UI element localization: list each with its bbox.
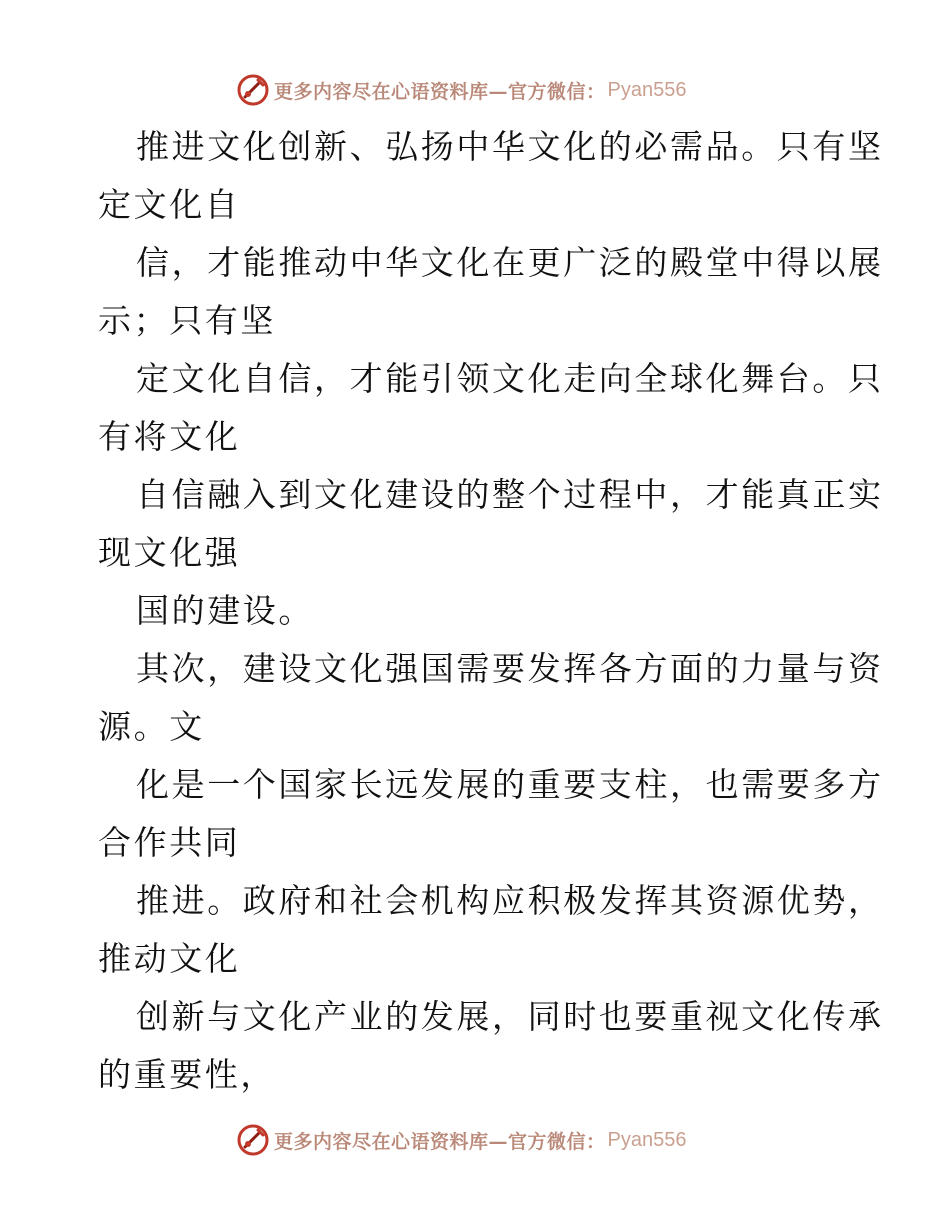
- text-line: 化是一个国家长远发展的重要支柱，也需要多方: [136, 765, 884, 804]
- text-line: 自信融入到文化建设的整个过程中，才能真正实: [136, 475, 884, 514]
- text-line: 合作共同: [98, 823, 241, 862]
- watermark-wechat-id: Pyan556: [607, 1128, 687, 1151]
- text-line: 示；只有坚: [98, 301, 276, 340]
- text-line: 推动文化: [98, 939, 241, 978]
- text-line: 信，才能推动中华文化在更广泛的殿堂中得以展: [136, 243, 884, 282]
- text-line: 推进文化创新、弘扬中华文化的必需品。只有坚: [136, 127, 884, 166]
- document-body: [98, 118, 884, 1104]
- text-line: 定文化自: [98, 185, 241, 224]
- text-line: 的重要性，: [98, 1055, 276, 1094]
- footer-watermark-banner: [236, 1120, 686, 1160]
- watermark-wechat-id: Pyan556: [607, 78, 687, 101]
- text-line: 国的建设。: [136, 591, 314, 630]
- logo-icon: [236, 1123, 270, 1157]
- text-line: 推进。政府和社会机构应积极发挥其资源优势，: [136, 881, 884, 920]
- text-line: 其次，建设文化强国需要发挥各方面的力量与资: [136, 649, 884, 688]
- logo-icon: [236, 73, 270, 107]
- text-line: 源。文: [98, 707, 205, 746]
- text-line: 有将文化: [98, 417, 241, 456]
- text-line: 定文化自信，才能引领文化走向全球化舞台。只: [136, 359, 884, 398]
- watermark-text: 更多内容尽在心语资料库—官方微信：: [274, 1130, 606, 1153]
- text-line: 现文化强: [98, 533, 241, 572]
- watermark-text: 更多内容尽在心语资料库—官方微信：: [274, 80, 606, 103]
- text-line: 创新与文化产业的发展，同时也要重视文化传承: [136, 997, 884, 1036]
- header-watermark-banner: [236, 70, 686, 110]
